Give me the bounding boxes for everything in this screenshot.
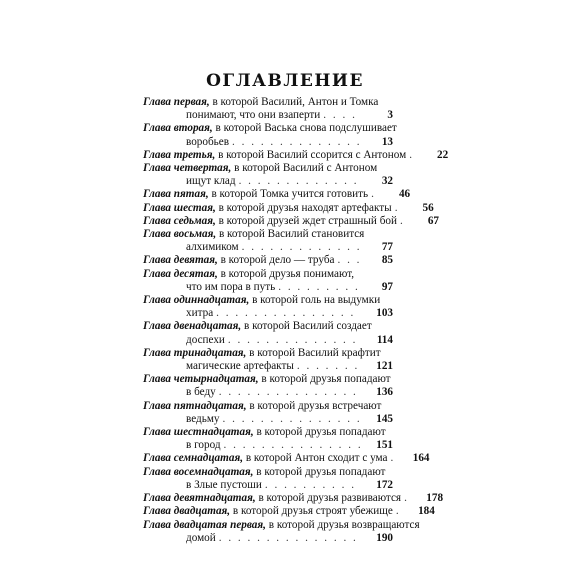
chapter-description: в которой друзья возвращаются	[268, 518, 420, 531]
toc-entry-first-line	[143, 320, 393, 333]
chapter-description: в которой друзья находят артефакты	[218, 201, 392, 214]
page-number: 136	[376, 386, 393, 399]
chapter-heading: Глава седьмая,	[143, 214, 216, 227]
chapter-description: в которой Василий становится	[218, 228, 365, 241]
page-number: 172	[376, 478, 393, 491]
toc-entry-continuation-line	[143, 175, 393, 188]
chapter-heading: Глава четырнадцатая,	[143, 373, 259, 386]
chapter-description: в которой Василий создает	[244, 320, 372, 333]
toc-entry[interactable]	[143, 400, 393, 426]
toc-entry[interactable]	[143, 294, 393, 320]
page-number: 190	[376, 531, 393, 544]
toc-entry[interactable]	[143, 201, 434, 215]
page-number: 85	[381, 254, 393, 267]
chapter-description-continued: в беду	[186, 386, 216, 399]
toc-entry[interactable]	[143, 426, 393, 452]
toc-entry-first-line	[143, 518, 420, 532]
chapter-description: в которой друзей ждет страшный бой	[218, 214, 397, 227]
toc-entry-first-line	[143, 122, 397, 135]
chapter-description: в которой дело — труба	[220, 254, 335, 267]
dot-leader	[404, 492, 410, 505]
page-number: 56	[422, 201, 434, 214]
page-number: 151	[376, 439, 393, 452]
dot-leader	[219, 532, 360, 545]
toc-entry-first-line	[143, 373, 393, 386]
dot-leader	[323, 109, 360, 122]
toc-entry-continuation-line	[143, 439, 393, 452]
chapter-heading: Глава вторая,	[143, 122, 213, 135]
chapter-heading: Глава девятнадцатая,	[143, 492, 256, 505]
page-number: 114	[376, 333, 393, 346]
toc-entry-first-line	[143, 466, 393, 479]
toc-entry[interactable]	[143, 214, 439, 228]
chapter-description: в которой друзья попадают	[261, 373, 391, 386]
chapter-description-continued: воробьев	[186, 135, 230, 148]
toc-entry-first-line	[143, 268, 393, 281]
toc-entry[interactable]	[143, 96, 393, 122]
toc-entry-continuation-line	[143, 334, 393, 347]
toc-entry[interactable]	[143, 452, 430, 465]
page-number: 184	[418, 505, 435, 518]
dot-leader	[219, 386, 360, 399]
chapter-heading: Глава восьмая,	[143, 228, 217, 241]
chapter-description-continued: хитра	[186, 307, 214, 320]
toc-entry-continuation-line	[143, 360, 393, 373]
chapter-heading: Глава двенадцатая,	[143, 320, 242, 333]
chapter-heading: Глава четвертая,	[143, 162, 232, 175]
table-of-contents	[143, 96, 449, 545]
dot-leader	[337, 254, 360, 267]
toc-entry-first-line	[143, 228, 393, 241]
chapter-heading: Глава девятая,	[143, 254, 218, 267]
chapter-description-continued: ищут клад	[186, 175, 236, 188]
page-number: 77	[381, 241, 393, 254]
chapter-description: в которой Василий, Антон и Томка	[212, 96, 379, 108]
toc-entry[interactable]	[143, 148, 449, 162]
toc-entry-continuation-line	[143, 241, 393, 254]
chapter-heading: Глава десятая,	[143, 267, 218, 280]
dot-leader	[409, 149, 415, 162]
chapter-heading: Глава третья,	[143, 148, 216, 161]
toc-entry[interactable]	[143, 466, 393, 492]
toc-entry-first-line	[143, 162, 393, 175]
toc-entry[interactable]	[143, 320, 393, 346]
dot-leader	[242, 241, 360, 254]
dot-leader	[297, 360, 360, 373]
page-number: 13	[381, 135, 393, 148]
page-number: 67	[427, 214, 439, 227]
chapter-description-continued: что им пора в путь	[186, 280, 276, 293]
toc-entry-first-line	[143, 347, 393, 360]
toc-entry[interactable]	[143, 518, 420, 545]
chapter-description: в которой Василий крафтит	[249, 346, 381, 359]
toc-entry-first-line	[143, 452, 430, 465]
toc-entry-continuation-line	[143, 109, 393, 122]
page-number: 97	[381, 280, 393, 293]
chapter-description: в которой голь на выдумки	[252, 294, 381, 307]
dot-leader	[371, 188, 377, 201]
toc-entry-continuation-line	[143, 307, 393, 320]
chapter-description: в которой друзья встречают	[249, 399, 382, 412]
toc-entry[interactable]	[143, 268, 393, 294]
toc-entry-continuation-line	[143, 386, 393, 399]
chapter-heading: Глава двадцатая первая,	[143, 518, 266, 531]
toc-entry-continuation-line	[143, 136, 393, 149]
chapter-heading: Глава семнадцатая,	[143, 452, 244, 465]
chapter-description-continued: в город	[186, 439, 221, 452]
chapter-description-continued: домой	[186, 531, 216, 544]
toc-entry-first-line	[143, 214, 439, 228]
toc-entry-first-line	[143, 188, 411, 201]
toc-entry-first-line	[143, 426, 393, 439]
chapter-heading: Глава пятая,	[143, 188, 209, 201]
toc-entry[interactable]	[143, 228, 393, 254]
toc-entry-first-line	[143, 201, 434, 215]
page-number: 178	[426, 492, 444, 505]
chapter-description-continued: ведьму	[186, 412, 220, 425]
chapter-description: в которой Василий с Антоном	[234, 162, 378, 175]
chapter-heading: Глава первая,	[143, 96, 210, 108]
chapter-heading: Глава шестнадцатая,	[143, 426, 254, 439]
dot-leader	[396, 505, 402, 518]
dot-leader	[216, 307, 360, 320]
chapter-heading: Глава одиннадцатая,	[143, 294, 250, 307]
page-number: 22	[437, 148, 449, 161]
toc-entry[interactable]	[143, 188, 411, 201]
chapter-description: в которой друзья развиваются	[258, 492, 402, 505]
chapter-description-continued: в Злые пустоши	[186, 478, 262, 491]
dot-leader	[232, 136, 360, 149]
toc-entry-first-line	[143, 148, 449, 162]
toc-entry-continuation-line	[143, 479, 393, 492]
page-number: 164	[412, 452, 430, 465]
chapter-description-continued: доспехи	[186, 333, 225, 346]
page-number: 121	[376, 360, 393, 373]
chapter-description: в которой Томка учится готовить	[211, 188, 369, 201]
page-number: 145	[376, 412, 393, 425]
toc-entry-continuation-line	[143, 413, 393, 426]
dot-leader	[265, 479, 360, 492]
page-number: 103	[376, 307, 393, 320]
toc-entry[interactable]	[143, 347, 393, 373]
dot-leader	[400, 215, 406, 228]
toc-entry-first-line	[143, 254, 393, 267]
toc-entry[interactable]	[143, 505, 435, 518]
chapter-description: в которой друзья попадают	[256, 426, 386, 439]
page-number: 32	[381, 175, 393, 188]
toc-entry-first-line	[143, 492, 444, 505]
chapter-heading: Глава восемнадцатая,	[143, 465, 254, 478]
toc-entry-first-line	[143, 294, 393, 307]
chapter-description-continued: алхимиком	[186, 241, 239, 254]
page-number: 3	[387, 109, 393, 122]
toc-entry[interactable]	[143, 122, 397, 148]
toc-entry[interactable]	[143, 162, 393, 188]
toc-entry-first-line	[143, 505, 435, 518]
dot-leader	[391, 452, 397, 465]
chapter-description: в которой Антон сходит с ума	[245, 452, 388, 465]
dot-leader	[278, 281, 360, 294]
chapter-heading: Глава тринадцатая,	[143, 346, 247, 359]
chapter-description-continued: понимают, что они взаперти	[186, 109, 321, 122]
chapter-description-continued: магические артефакты	[186, 360, 294, 373]
toc-entry-continuation-line	[143, 281, 393, 294]
chapter-description: в которой друзья строят убежище	[232, 505, 393, 518]
dot-leader	[228, 334, 360, 347]
chapter-description: в которой друзья понимают,	[220, 267, 355, 280]
toc-entry[interactable]	[143, 492, 444, 505]
dot-leader	[395, 202, 401, 215]
chapter-heading: Глава двадцатая,	[143, 505, 231, 518]
dot-leader	[239, 175, 360, 188]
dot-leader	[224, 439, 360, 452]
chapter-description: в которой друзья попадают	[256, 465, 386, 478]
chapter-heading: Глава шестая,	[143, 201, 216, 214]
page-number: 46	[398, 188, 411, 201]
toc-entry-first-line	[143, 96, 393, 109]
toc-entry-first-line	[143, 400, 393, 413]
chapter-description: в которой Василий ссорится с Антоном	[218, 148, 407, 161]
toc-entry[interactable]	[143, 373, 393, 399]
toc-entry-continuation-line	[143, 532, 393, 545]
chapter-description: в которой Васька снова подслушивает	[215, 122, 397, 135]
toc-entry[interactable]	[143, 254, 393, 267]
dot-leader	[223, 413, 360, 426]
toc-heading: ОГЛАВЛЕНИЕ	[206, 71, 364, 91]
chapter-heading: Глава пятнадцатая,	[143, 399, 247, 412]
